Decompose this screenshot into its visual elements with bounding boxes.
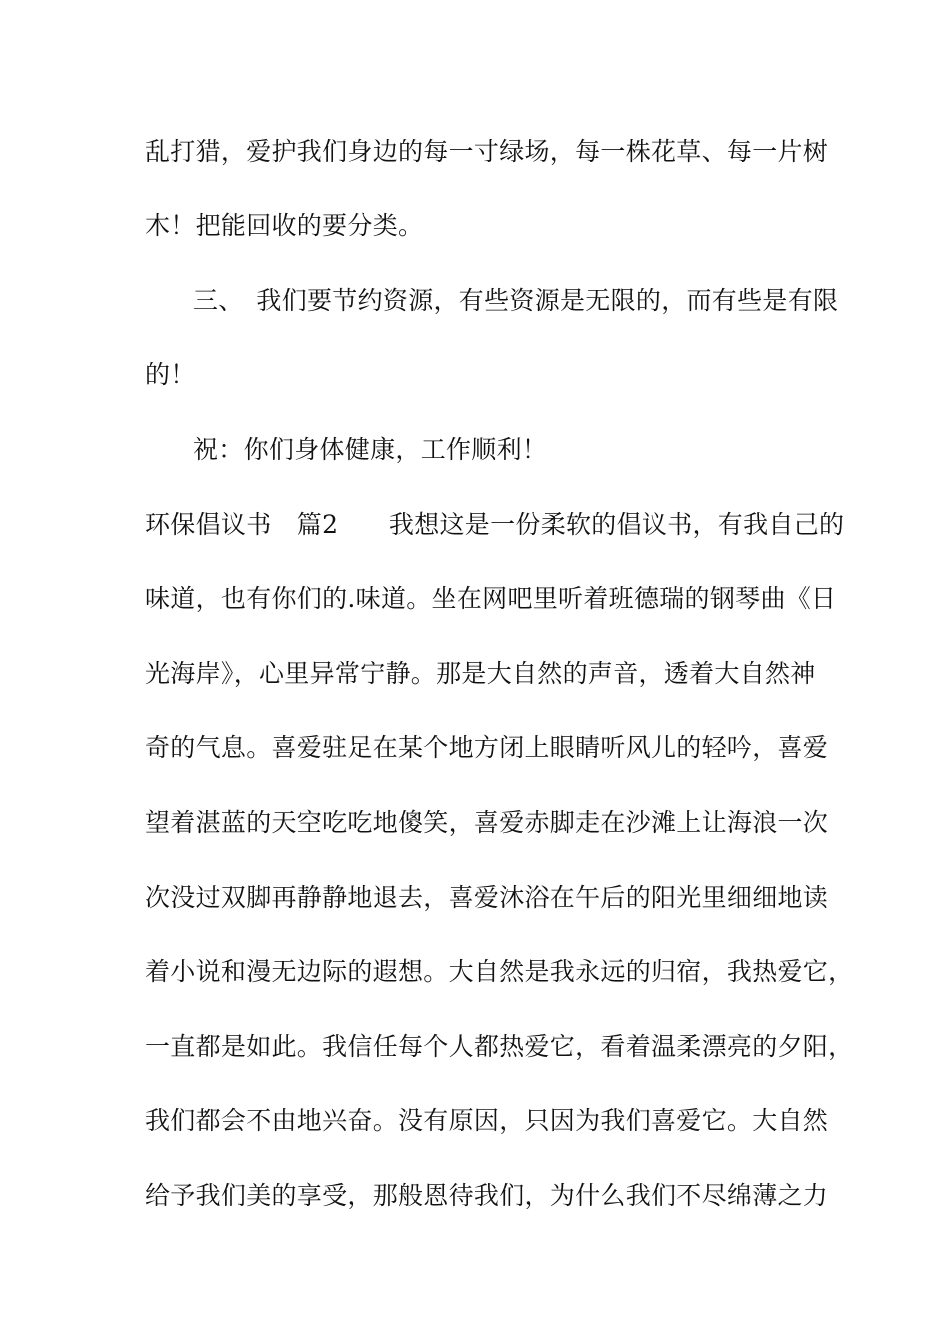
- text-line: 乱打猎，爱护我们身边的每一寸绿场，每一株花草、每一片树: [145, 137, 829, 166]
- text-line: 的！: [145, 360, 196, 389]
- text-line: 一直都是如此。我信任每个人都热爱它，看着温柔漂亮的夕阳，: [145, 1032, 854, 1061]
- text-line: 给予我们美的享受，那般恩待我们，为什么我们不尽绵薄之力: [145, 1181, 829, 1210]
- section-heading-line: 环保倡议书 篇2 我想这是一份柔软的倡议书，有我自己的: [145, 510, 845, 539]
- text-line: 奇的气息。喜爱驻足在某个地方闭上眼睛听风儿的轻吟，喜爱: [145, 733, 829, 762]
- text-line: 次没过双脚再静静地退去，喜爱沐浴在午后的阳光里细细地读: [145, 883, 829, 912]
- text-line: 木！把能回收的要分类。: [145, 211, 424, 240]
- text-line: 我们都会不由地兴奋。没有原因，只因为我们喜爱它。大自然: [145, 1106, 829, 1135]
- text-line: 味道，也有你们的.味道。坐在网吧里听着班德瑞的钢琴曲《日: [145, 584, 837, 613]
- text-line: 着小说和漫无边际的遐想。大自然是我永远的归宿，我热爱它，: [145, 957, 854, 986]
- text-line: 光海岸》，心里异常宁静。那是大自然的声音，透着大自然神: [145, 659, 816, 688]
- text-line: 祝：你们身体健康，工作顺利！: [193, 435, 548, 464]
- text-line: 三、 我们要节约资源，有些资源是无限的，而有些是有限: [193, 286, 839, 315]
- text-line: 望着湛蓝的天空吃吃地傻笑，喜爱赤脚走在沙滩上让海浪一次: [145, 808, 829, 837]
